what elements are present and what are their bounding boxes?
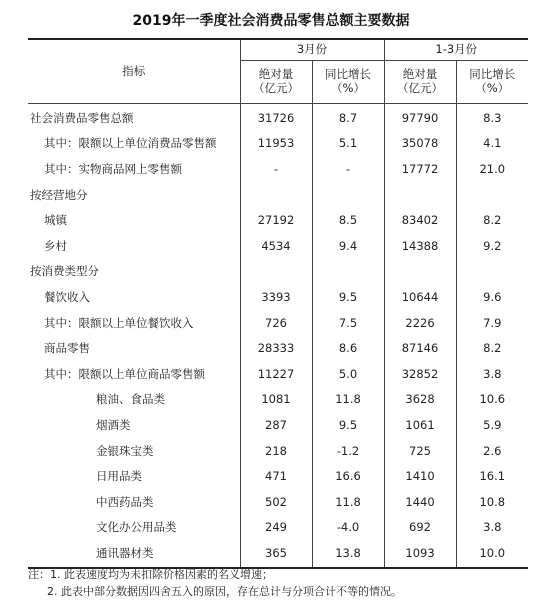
cell-q1-abs: 97790 — [384, 104, 456, 132]
cell-march-abs: 11227 — [240, 362, 312, 388]
header-indicator: 指标 — [28, 39, 240, 104]
cell-march-yoy: 9.4 — [312, 234, 384, 260]
cell-q1-yoy: 9.6 — [483, 290, 502, 305]
table-body — [28, 104, 528, 568]
cell-march-abs: 218 — [240, 439, 312, 465]
cell-q1-yoy: 10.8 — [479, 494, 506, 509]
cell-q1-yoy: 4.1 — [483, 136, 502, 151]
header-yoy-label: 同比增长 — [325, 67, 371, 82]
table-row — [28, 260, 528, 286]
cell-march-abs: 27192 — [240, 208, 312, 234]
cell-march-abs: 4534 — [240, 234, 312, 260]
row-label: 其中：实物商品网上零售额 — [28, 157, 240, 183]
header-abs-unit: （亿元） — [253, 81, 299, 95]
table-row — [28, 362, 528, 388]
table-row — [28, 183, 528, 209]
table-row — [28, 490, 528, 516]
table-row — [28, 388, 528, 414]
cell-march-yoy: 8.6 — [312, 336, 384, 362]
cell-q1-yoy: 3.8 — [483, 366, 502, 381]
cell-q1-abs: 1093 — [384, 541, 456, 568]
cell-q1-abs — [384, 260, 456, 286]
table-title: 2019年一季度社会消费品零售总额主要数据 — [132, 13, 410, 29]
row-label: 粮油、食品类 — [28, 388, 240, 414]
row-label: 城镇 — [28, 208, 240, 234]
row-label: 通讯器材类 — [28, 541, 240, 568]
note-line-1: 注：1. 此表速度均为未扣除价格因素的名义增速； — [28, 568, 273, 581]
row-label: 社会消费品零售总额 — [28, 104, 240, 132]
cell-march-yoy: 8.7 — [312, 104, 384, 132]
cell-march-yoy: - — [312, 157, 384, 183]
header-group-q1: 1-3月份 — [384, 39, 528, 61]
table-row — [28, 439, 528, 465]
cell-q1-yoy — [456, 183, 528, 209]
cell-q1-abs: 32852 — [384, 362, 456, 388]
cell-q1-abs — [384, 183, 456, 209]
cell-q1-yoy: 10.0 — [456, 541, 528, 568]
row-label: 其中：限额以上单位消费品零售额 — [28, 132, 240, 158]
table-row — [28, 541, 528, 568]
table-row — [28, 516, 528, 542]
header-q1-yoy — [456, 61, 528, 104]
header-group-march: 3月份 — [240, 39, 384, 61]
table-notes — [28, 566, 528, 600]
table-row — [28, 234, 528, 260]
header-abs-label: 绝对量 — [258, 67, 294, 82]
cell-march-yoy: 8.5 — [312, 208, 384, 234]
table-row — [28, 413, 528, 439]
row-label: 日用品类 — [28, 464, 240, 490]
cell-q1-yoy: 9.2 — [483, 238, 502, 253]
table-row — [28, 208, 528, 234]
cell-march-abs: 287 — [240, 413, 312, 439]
row-label: 按消费类型分 — [28, 260, 240, 286]
note-line-2: 2. 此表中部分数据因四舍五入的原因，存在总计与分项合计不等的情况。 — [47, 585, 402, 598]
cell-q1-yoy: 10.6 — [479, 392, 506, 407]
cell-march-yoy: 13.8 — [312, 541, 384, 568]
cell-q1-yoy: 8.3 — [483, 110, 502, 125]
cell-march-yoy: 5.1 — [312, 132, 384, 158]
cell-march-abs: 471 — [240, 464, 312, 490]
cell-q1-abs: 1440 — [384, 490, 456, 516]
cell-q1-abs: 692 — [384, 516, 456, 542]
cell-march-yoy: 16.6 — [312, 464, 384, 490]
cell-march-yoy: 11.8 — [312, 388, 384, 414]
cell-march-yoy: 7.5 — [312, 311, 384, 337]
cell-q1-abs: 14388 — [384, 234, 456, 260]
header-yoy-unit: （%） — [331, 81, 365, 95]
cell-march-yoy: 11.8 — [312, 490, 384, 516]
retail-sales-table — [28, 38, 528, 569]
table-row — [28, 104, 528, 132]
cell-march-abs: 28333 — [240, 336, 312, 362]
table-row — [28, 132, 528, 158]
table-row — [28, 157, 528, 183]
cell-march-abs: 249 — [240, 516, 312, 542]
table-row — [28, 464, 528, 490]
cell-q1-abs: 725 — [384, 439, 456, 465]
row-label: 金银珠宝类 — [28, 439, 240, 465]
row-label: 中西药品类 — [28, 490, 240, 516]
row-label: 餐饮收入 — [28, 285, 240, 311]
cell-march-yoy: 5.0 — [312, 362, 384, 388]
cell-march-yoy: 9.5 — [312, 413, 384, 439]
cell-march-yoy: 9.5 — [312, 285, 384, 311]
cell-march-yoy: -4.0 — [312, 516, 384, 542]
cell-q1-yoy: 2.6 — [483, 443, 502, 458]
header-yoy-label: 同比增长 — [469, 67, 516, 82]
cell-q1-abs: 83402 — [384, 208, 456, 234]
header-row-groups — [28, 39, 528, 61]
cell-q1-yoy: 5.9 — [483, 418, 502, 433]
cell-march-abs: - — [240, 157, 312, 183]
cell-march-abs: 1081 — [240, 388, 312, 414]
cell-march-abs — [240, 183, 312, 209]
row-label: 其中：限额以上单位商品零售额 — [28, 362, 240, 388]
cell-q1-abs: 3628 — [384, 388, 456, 414]
cell-march-yoy: -1.2 — [312, 439, 384, 465]
row-label: 按经营地分 — [28, 183, 240, 209]
cell-q1-yoy: 8.2 — [483, 341, 502, 356]
header-abs-unit: （亿元） — [397, 81, 444, 95]
cell-q1-yoy: 21.0 — [479, 162, 506, 177]
cell-march-abs: 726 — [240, 311, 312, 337]
row-label: 烟酒类 — [28, 413, 240, 439]
cell-q1-abs: 1061 — [384, 413, 456, 439]
cell-q1-abs: 1410 — [384, 464, 456, 490]
cell-q1-abs: 87146 — [384, 336, 456, 362]
header-q1-abs — [384, 61, 456, 104]
cell-march-abs: 365 — [240, 541, 312, 568]
cell-march-yoy — [312, 260, 384, 286]
cell-q1-yoy: 8.2 — [483, 213, 502, 228]
cell-q1-abs: 35078 — [384, 132, 456, 158]
header-abs-label: 绝对量 — [402, 67, 438, 82]
row-label: 文化办公用品类 — [28, 516, 240, 542]
cell-march-yoy — [312, 183, 384, 209]
header-march-yoy — [312, 61, 384, 104]
cell-march-abs — [240, 260, 312, 286]
table-row — [28, 311, 528, 337]
cell-q1-abs: 2226 — [384, 311, 456, 337]
table-row — [28, 336, 528, 362]
cell-q1-yoy: 3.8 — [483, 520, 502, 535]
cell-q1-yoy — [456, 260, 528, 286]
cell-march-abs: 3393 — [240, 285, 312, 311]
cell-q1-abs: 10644 — [384, 285, 456, 311]
table-row — [28, 285, 528, 311]
cell-q1-yoy: 7.9 — [483, 315, 502, 330]
cell-q1-abs: 17772 — [384, 157, 456, 183]
row-label: 其中：限额以上单位餐饮收入 — [28, 311, 240, 337]
cell-q1-yoy: 16.1 — [479, 469, 506, 484]
cell-march-abs: 11953 — [240, 132, 312, 158]
cell-march-abs: 31726 — [240, 104, 312, 132]
header-yoy-unit: （%） — [475, 81, 510, 95]
row-label: 乡村 — [28, 234, 240, 260]
cell-march-abs: 502 — [240, 490, 312, 516]
header-march-abs — [240, 61, 312, 104]
row-label: 商品零售 — [28, 336, 240, 362]
